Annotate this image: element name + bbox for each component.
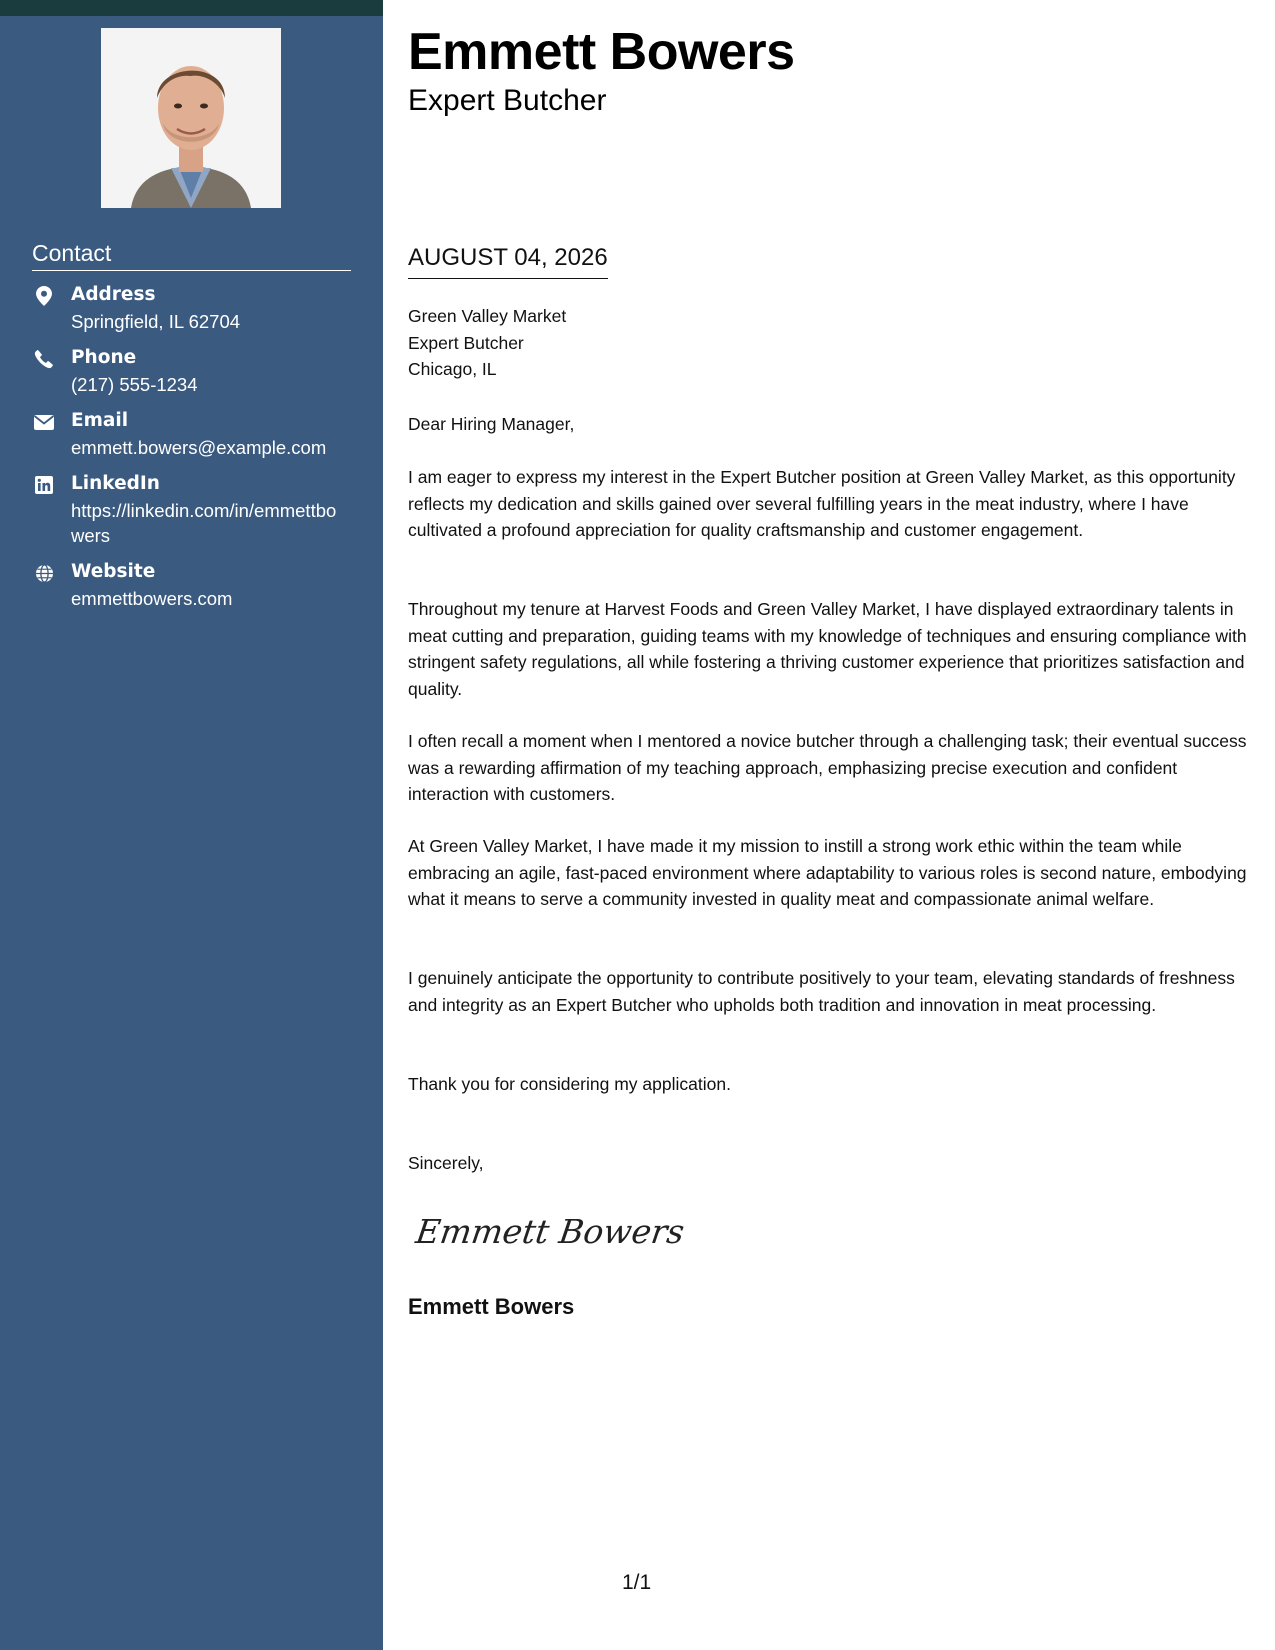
contact-value: https://linkedin.com/in/emmettbowers — [71, 500, 337, 546]
profile-photo — [101, 28, 281, 208]
letter-paragraph: I genuinely anticipate the opportunity to contribute positively to your team, elevating standards of freshness and integrity as an Expert Butcher who upholds both tradition and innovation in meat processing. — [408, 968, 1235, 1015]
contact-label: LinkedIn — [71, 473, 160, 494]
recipient-location: Chicago, IL — [408, 359, 497, 379]
sidebar-top-band — [0, 0, 383, 16]
contact-value: emmett.bowers@example.com — [71, 437, 327, 458]
recipient-company: Green Valley Market — [408, 306, 567, 326]
closing: Sincerely, — [408, 1153, 484, 1173]
letter-paragraph: I often recall a moment when I mentored a novice butcher through a challenging task; their eventual success was a rewarding affirmation of my teaching approach, emphasizing precise execution and confident interaction with customers. — [408, 731, 1247, 804]
applicant-name: Emmett Bowers — [408, 23, 795, 81]
contact-value: (217) 555-1234 — [71, 374, 198, 395]
phone-icon — [34, 349, 54, 369]
envelope-icon — [34, 412, 54, 432]
avatar — [101, 28, 281, 208]
thanks-line: Thank you for considering my application. — [408, 1074, 731, 1094]
signature-image — [413, 1205, 687, 1255]
recipient-position: Expert Butcher — [408, 332, 524, 353]
contact-label: Phone — [71, 347, 137, 368]
contact-value: emmettbowers.com — [71, 588, 233, 609]
contact-label: Website — [71, 561, 156, 582]
salutation: Dear Hiring Manager, — [408, 414, 575, 434]
map-pin-icon — [34, 286, 54, 306]
letter-date: AUGUST 04, 2026 — [408, 244, 608, 279]
applicant-title: Expert Butcher — [408, 84, 607, 117]
globe-icon — [34, 563, 54, 583]
contact-label: Email — [71, 410, 129, 431]
contact-label: Address — [71, 284, 156, 305]
page-number: 1/1 — [622, 1571, 652, 1594]
recipient-block — [408, 303, 566, 383]
letter-paragraph: At Green Valley Market, I have made it my mission to instill a strong work ethic within the team while embracing an agile, fast-paced environment where adaptability to various roles is second nature, embodying what it means to serve a community invested in quality meat and compassionate animal welfare. — [408, 836, 1247, 909]
signature-name: Emmett Bowers — [408, 1294, 575, 1319]
svg-text:Emmett Bowers: Emmett Bowers — [413, 1212, 687, 1251]
contact-heading: Contact — [32, 240, 351, 271]
letter-paragraph: Throughout my tenure at Harvest Foods and Green Valley Market, I have displayed extraordinary talents in meat cutting and preparation, guiding teams with my knowledge of techniques and ensuring compliance with stringent safety regulations, all while fostering a thriving customer experience that prioritizes satisfaction and quality. — [408, 599, 1247, 699]
contact-value: Springfield, IL 62704 — [71, 311, 241, 332]
linkedin-icon — [34, 475, 54, 495]
letter-paragraph: I am eager to express my interest in the Expert Butcher position at Green Valley Market, as this opportunity reflects my dedication and skills gained over several fulfilling years in the meat industry, where I have cultivated a profound appreciation for quality craftsmanship and customer engagement. — [408, 467, 1236, 540]
